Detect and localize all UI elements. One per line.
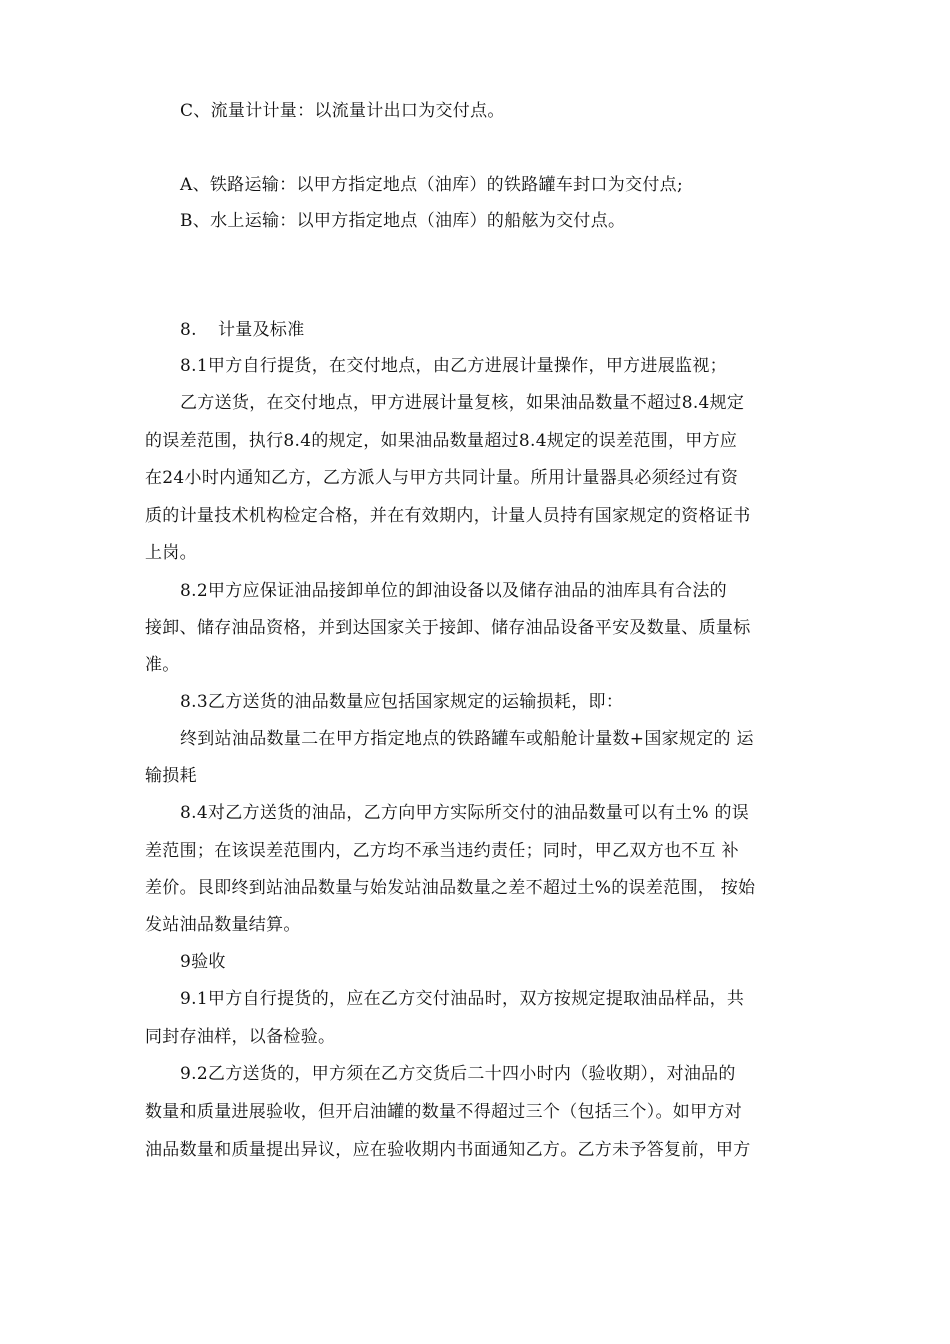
clause-9-1: 9.1甲方自行提货的，应在乙方交付油品时，双方按规定提取油品样品，共 xyxy=(180,989,745,1009)
clause-8-2: 8.2甲方应保证油品接卸单位的卸油设备以及储存油品的油库具有合法的 xyxy=(180,581,727,601)
clause-b-water: B、水上运输：以甲方指定地点（油库）的船舷为交付点。 xyxy=(180,211,626,231)
clause-8-3: 8.3乙方送货的油品数量应包括国家规定的运输损耗，即： xyxy=(180,692,624,712)
paragraph-line: 发站油品数量结算。 xyxy=(145,915,301,935)
paragraph-line: 同封存油样，以备检验。 xyxy=(145,1027,336,1047)
paragraph-line: 终到站油品数量二在甲方指定地点的铁路罐车或船舱计量数+国家规定的 运 xyxy=(180,729,754,749)
clause-9-2: 9.2乙方送货的，甲方须在乙方交货后二十四小时内（验收期），对油品的 xyxy=(180,1064,736,1084)
section-9-heading: 9验收 xyxy=(180,952,226,972)
paragraph-line: 油品数量和质量提出异议，应在验收期内书面通知乙方。乙方未予答复前，甲方 xyxy=(145,1140,751,1160)
clause-8-4: 8.4对乙方送货的油品，乙方向甲方实际所交付的油品数量可以有土% 的误 xyxy=(180,803,750,823)
paragraph-line: 的误差范围，执行8.4的规定，如果油品数量超过8.4规定的误差范围，甲方应 xyxy=(145,431,738,451)
paragraph-line: 输损耗 xyxy=(145,766,197,786)
paragraph-line: 差价。艮即终到站油品数量与始发站油品数量之差不超过土%的误差范围， 按始 xyxy=(145,878,756,898)
section-8-heading xyxy=(180,320,305,340)
clause-c-flowmeter: C、流量计计量：以流量计出口为交付点。 xyxy=(180,101,505,121)
paragraph-line: 差范围；在该误差范围内，乙方均不承当违约责任；同时，甲乙双方也不互 补 xyxy=(145,841,739,861)
clause-8-1: 8.1甲方自行提货，在交付地点，由乙方进展计量操作，甲方进展监视； xyxy=(180,356,727,376)
clause-a-rail: A、铁路运输：以甲方指定地点（油库）的铁路罐车封口为交付点; xyxy=(180,175,684,195)
paragraph-line: 在24小时内通知乙方，乙方派人与甲方共同计量。所用计量器具必须经过有资 xyxy=(145,468,739,488)
paragraph-line: 上岗。 xyxy=(145,543,197,563)
paragraph-line: 准。 xyxy=(145,655,180,675)
section-8-title: 计量及标准 xyxy=(218,320,305,340)
paragraph-line: 乙方送货，在交付地点，甲方进展计量复核，如果油品数量不超过8.4规定 xyxy=(180,393,745,413)
paragraph-line: 数量和质量进展验收，但开启油罐的数量不得超过三个（包括三个）。如甲方对 xyxy=(145,1102,742,1122)
paragraph-line: 接卸、储存油品资格，并到达国家关于接卸、储存油品设备平安及数量、质量标 xyxy=(145,618,751,638)
section-8-number: 8. xyxy=(180,320,197,340)
paragraph-line: 质的计量技术机构检定合格，并在有效期内，计量人员持有国家规定的资格证书 xyxy=(145,506,751,526)
